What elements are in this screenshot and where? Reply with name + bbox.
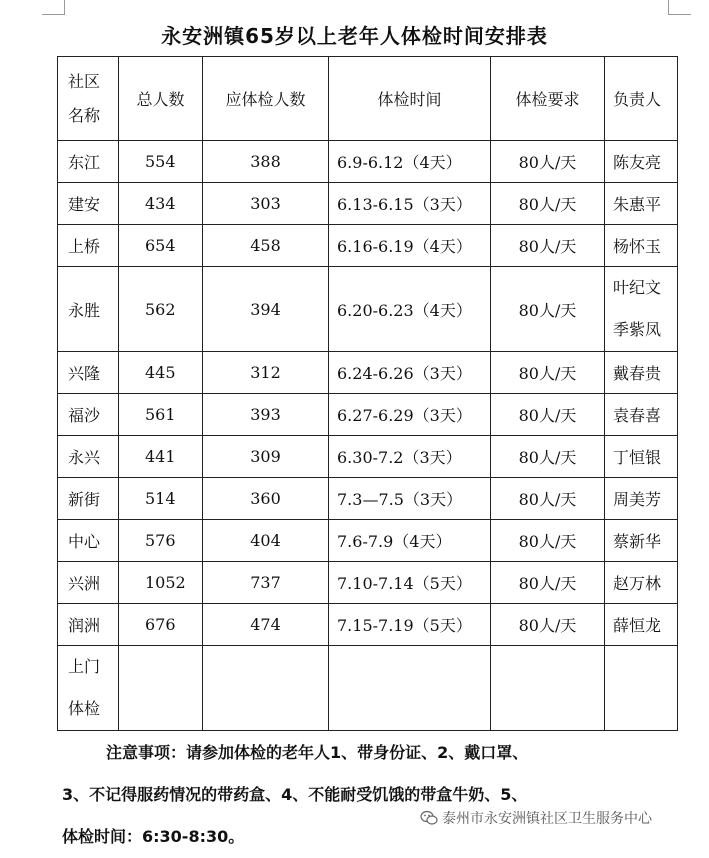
cell-responsible: 薛恒龙	[605, 604, 678, 646]
cell-community: 中心	[58, 520, 119, 562]
cell-community: 建安	[58, 183, 119, 225]
header-community	[58, 57, 119, 141]
cell-total: 562	[119, 267, 203, 352]
cell-time: 7.10-7.14（5天）	[329, 562, 491, 604]
cell-community: 福沙	[58, 394, 119, 436]
cell-requirement: 80人/天	[491, 225, 605, 267]
cell-responsible: 蔡新华	[605, 520, 678, 562]
cell-community: 新街	[58, 478, 119, 520]
cell-time: 6.30-7.2（3天）	[329, 436, 491, 478]
table-row	[58, 520, 678, 562]
cell-should-check: 312	[203, 352, 329, 394]
table-row	[58, 352, 678, 394]
cell-community: 兴隆	[58, 352, 119, 394]
cell-total: 676	[119, 604, 203, 646]
cell-time: 6.24-6.26（3天）	[329, 352, 491, 394]
cell-responsible: 戴春贵	[605, 352, 678, 394]
cell-requirement: 80人/天	[491, 478, 605, 520]
cell-community: 兴洲	[58, 562, 119, 604]
cell-should-check: 360	[203, 478, 329, 520]
cell-requirement: 80人/天	[491, 352, 605, 394]
table-row	[58, 267, 678, 352]
cell-total: 654	[119, 225, 203, 267]
cell-home-visit-line1: 上门	[68, 657, 101, 676]
cell-total: 1052	[119, 562, 203, 604]
cell-should-check-empty	[203, 646, 329, 731]
cell-time: 6.13-6.15（3天）	[329, 183, 491, 225]
cell-should-check: 388	[203, 141, 329, 183]
cell-time: 6.16-6.19（4天）	[329, 225, 491, 267]
cell-community: 上桥	[58, 225, 119, 267]
cell-should-check: 303	[203, 183, 329, 225]
notes-line-3: 体检时间：6:30-8:30。	[62, 827, 245, 846]
wechat-icon	[420, 810, 438, 826]
cell-community	[58, 646, 119, 731]
page-title: 永安洲镇65岁以上老年人体检时间安排表	[161, 24, 548, 48]
table-row	[58, 141, 678, 183]
cell-responsible: 丁恒银	[605, 436, 678, 478]
table-row	[58, 183, 678, 225]
cell-responsible: 杨怀玉	[605, 225, 678, 267]
cell-time: 6.20-6.23（4天）	[329, 267, 491, 352]
cell-responsible: 赵万林	[605, 562, 678, 604]
cell-requirement-empty	[491, 646, 605, 731]
cell-total-empty	[119, 646, 203, 731]
cell-should-check: 474	[203, 604, 329, 646]
cell-time: 7.3—7.5（3天）	[329, 478, 491, 520]
cell-total: 434	[119, 183, 203, 225]
watermark	[420, 806, 652, 830]
cell-responsible-1: 叶纪文	[613, 278, 662, 297]
cell-should-check: 458	[203, 225, 329, 267]
cell-requirement: 80人/天	[491, 267, 605, 352]
cell-responsible: 周美芳	[605, 478, 678, 520]
cell-home-visit-line2: 体检	[68, 699, 101, 718]
cell-requirement: 80人/天	[491, 520, 605, 562]
table-row	[58, 478, 678, 520]
cell-responsible: 陈友亮	[605, 141, 678, 183]
cell-community: 润洲	[58, 604, 119, 646]
cell-community: 永兴	[58, 436, 119, 478]
cell-requirement: 80人/天	[491, 604, 605, 646]
cell-total: 561	[119, 394, 203, 436]
schedule-table	[57, 56, 678, 731]
cell-time: 7.15-7.19（5天）	[329, 604, 491, 646]
cell-responsible: 朱惠平	[605, 183, 678, 225]
cell-community: 东江	[58, 141, 119, 183]
cell-time: 7.6-7.9（4天）	[329, 520, 491, 562]
table-row	[58, 436, 678, 478]
cell-time: 6.27-6.29（3天）	[329, 394, 491, 436]
cell-total: 441	[119, 436, 203, 478]
notes-line-2: 3、不记得服药情况的带药盒、4、不能耐受饥饿的带盒牛奶、5、	[62, 785, 528, 804]
cell-should-check: 309	[203, 436, 329, 478]
header-requirement: 体检要求	[491, 57, 605, 141]
cell-time: 6.9-6.12（4天）	[329, 141, 491, 183]
cell-community: 永胜	[58, 267, 119, 352]
cell-total: 445	[119, 352, 203, 394]
watermark-text: 泰州市永安洲镇社区卫生服务中心	[442, 811, 652, 827]
cell-should-check: 737	[203, 562, 329, 604]
header-time: 体检时间	[329, 57, 491, 141]
cell-requirement: 80人/天	[491, 562, 605, 604]
cell-responsible: 袁春喜	[605, 394, 678, 436]
header-responsible: 负责人	[605, 57, 678, 141]
cell-responsible	[605, 267, 678, 352]
notes-section	[62, 732, 682, 858]
header-total: 总人数	[119, 57, 203, 141]
cell-requirement: 80人/天	[491, 436, 605, 478]
table-row	[58, 394, 678, 436]
cell-total: 514	[119, 478, 203, 520]
page-corner-mark-right	[668, 0, 691, 15]
table-row-home-visit	[58, 646, 678, 731]
cell-total: 554	[119, 141, 203, 183]
cell-responsible-2: 季紫凤	[613, 320, 662, 339]
cell-should-check: 404	[203, 520, 329, 562]
table-row	[58, 225, 678, 267]
page-corner-mark-left	[42, 0, 65, 15]
cell-total: 576	[119, 520, 203, 562]
table-row	[58, 604, 678, 646]
notes-line-1: 注意事项：请参加体检的老年人1、带身份证、2、戴口罩、	[106, 743, 529, 762]
cell-should-check: 393	[203, 394, 329, 436]
header-community-line1: 社区	[68, 71, 101, 91]
header-community-line2: 名称	[68, 105, 101, 125]
header-should-check: 应体检人数	[203, 57, 329, 141]
cell-should-check: 394	[203, 267, 329, 352]
cell-requirement: 80人/天	[491, 141, 605, 183]
table-header-row	[58, 57, 678, 141]
cell-requirement: 80人/天	[491, 183, 605, 225]
cell-responsible-empty	[605, 646, 678, 731]
cell-requirement: 80人/天	[491, 394, 605, 436]
table-row	[58, 562, 678, 604]
cell-time-empty	[329, 646, 491, 731]
